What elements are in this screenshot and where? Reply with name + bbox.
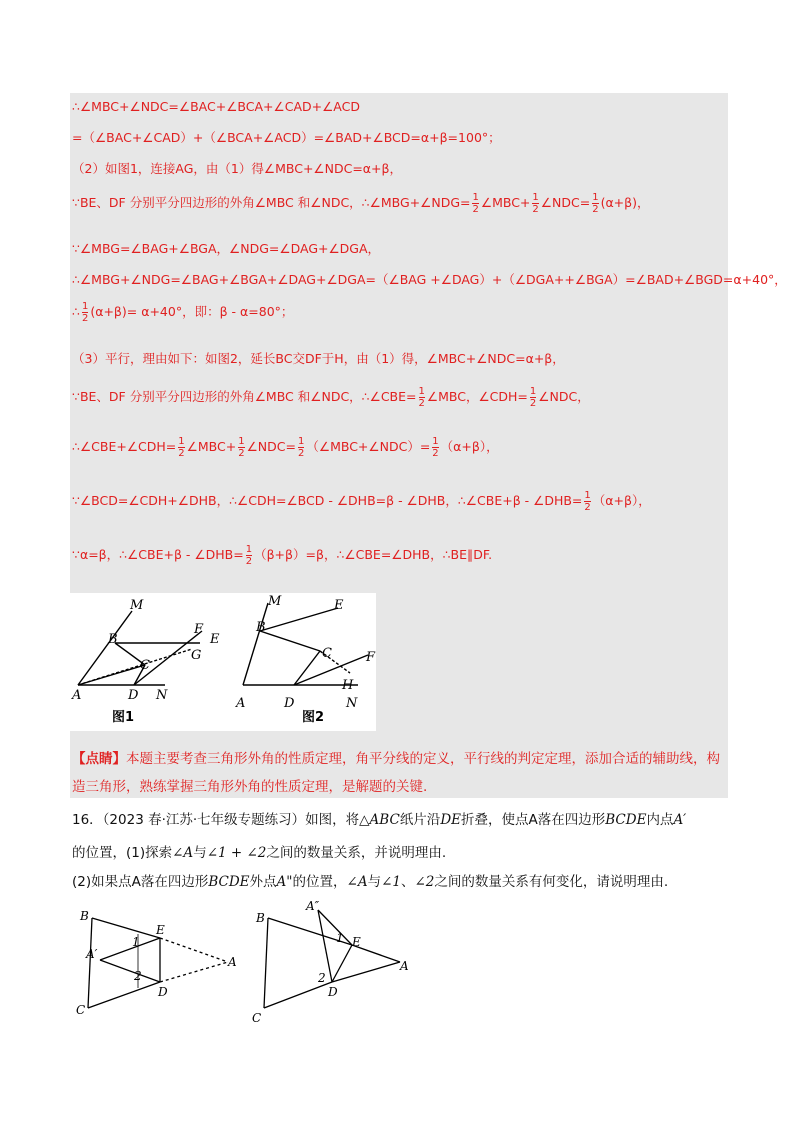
label-2: 2: [134, 969, 142, 983]
half-fraction: $\frac{1}{2}$: [245, 544, 253, 567]
label-A-double-prime: A″: [306, 900, 320, 913]
line-BC: [88, 918, 92, 1008]
line-DA-dashed: [160, 962, 228, 982]
label-C-2: C: [322, 646, 332, 661]
caption-fig2: 图2: [302, 710, 325, 725]
fold-figures: [70, 900, 430, 1030]
label-C-2: C: [252, 1011, 262, 1025]
label-F-2: F: [366, 650, 376, 665]
line-A1E: [100, 938, 160, 960]
solution-line-11: ∵∠BCD=∠CDH+∠DHB，∴∠CDH=∠BCD - ∠DHB=β - ∠DHB，∴∠CBE+β - ∠DHB= $\frac{1}{2}$ （α+β），: [72, 490, 651, 513]
solution-line-12: ∵α=β，∴∠CBE+β - ∠DHB= $\frac{1}{2}$ （β+β）=β，∴∠CBE=∠DHB，∴BE∥DF.: [72, 544, 493, 567]
geometry-figures-1-2: [70, 593, 376, 731]
label-G: G: [191, 648, 202, 663]
label-A-prime: A′: [86, 947, 98, 961]
label-2-2: 2: [318, 971, 326, 985]
solution-line-5: ∵∠MBG=∠BAG+∠BGA，∠NDG=∠DAG+∠DGA，: [72, 241, 381, 256]
caption-fig1: 图1: [112, 710, 135, 725]
solution-line-1: ∴∠MBC+∠NDC=∠BAC+∠BCA+∠CAD+∠ACD: [72, 99, 360, 114]
figures-1-2: [70, 593, 376, 731]
line-EA-dashed: [160, 938, 228, 962]
label-E-2: E: [352, 935, 361, 949]
label-D-2: D: [328, 985, 338, 999]
line-BC-2: [260, 631, 320, 651]
label-B-2: B: [256, 911, 265, 925]
solution-line-10: ∴∠CBE+∠CDH= $\frac{1}{2}$ ∠MBC+ $\frac{1}{2}$ ∠NDC= $\frac{1}{2}$ （∠MBC+∠NDC）= $\frac{1}{2}$ （α+β），: [72, 436, 499, 459]
comment-block: [72, 745, 722, 801]
solution-line-2: =（∠BAC+∠CAD）+（∠BCA+∠ACD）=∠BAD+∠BCD=α+β=100°；: [72, 130, 501, 145]
half-fraction: $\frac{1}{2}$: [592, 192, 599, 215]
half-fraction: $\frac{1}{2}$: [532, 192, 539, 215]
line-BE: [92, 918, 160, 938]
half-fraction: $\frac{1}{2}$: [432, 436, 439, 459]
label-C: C: [76, 1003, 86, 1017]
line-BC-2: [264, 918, 268, 1008]
label-C: C: [140, 658, 150, 673]
solution-line-7: ∴ $\frac{1}{2}$ (α+β)= α+40°，即：β - α=80°；: [72, 301, 294, 324]
label-D: D: [158, 985, 168, 999]
label-F: F: [194, 622, 204, 637]
solution-line-9: ∵BE、DF 分别平分四边形的外角∠MBC 和∠NDC，∴∠CBE= $\frac{1}{2}$ ∠MBC，∠CDH= $\frac{1}{2}$ ∠NDC，: [72, 386, 590, 409]
half-fraction: $\frac{1}{2}$: [529, 386, 537, 409]
solution-line-4: ∵BE、DF 分别平分四边形的外角∠MBC 和∠NDC，∴∠MBG+∠NDG= $\frac{1}{2}$ ∠MBC+ $\frac{1}{2}$ ∠NDC= $\frac{1}{2}$ (α+β)，: [72, 192, 650, 215]
half-fraction: $\frac{1}{2}$: [418, 386, 425, 409]
problem16-line-2: 的位置，(1)探索∠A与∠1 + ∠2之间的数量关系，并说明理由.: [72, 845, 447, 861]
label-A-2: A: [400, 959, 409, 973]
label-N: N: [156, 688, 168, 703]
line-AM-2: [243, 603, 268, 685]
half-fraction: $\frac{1}{2}$: [81, 301, 89, 324]
label-1-2: 1: [336, 931, 344, 945]
label-H-2: H: [342, 678, 354, 693]
label-M-2: M: [268, 594, 282, 609]
solution-line-6: ∴∠MBG+∠NDG=∠BAG+∠BGA+∠DAG+∠DGA=（∠BAG +∠DAG）+（∠DGA++∠BGA）=∠BAD+∠BGD=α+40°，: [72, 272, 787, 287]
solution-line-8: （3）平行，理由如下：如图2，延长BC交DF于H，由（1）得，∠MBC+∠NDC=α+β，: [72, 351, 565, 366]
half-fraction: $\frac{1}{2}$: [297, 436, 305, 459]
label-A: A: [72, 688, 82, 703]
label-A: A: [228, 955, 237, 969]
line-DA-2: [332, 962, 400, 982]
label-A-2: A: [236, 696, 246, 711]
solution-line-3: （2）如图1，连接AG，由（1）得∠MBC+∠NDC=α+β，: [72, 161, 402, 176]
label-D: D: [128, 688, 139, 703]
half-fraction: $\frac{1}{2}$: [472, 192, 479, 215]
problem16-line-3: (2)如果点A落在四边形BCDE外点A"的位置，∠A与∠1、∠2之间的数量关系有何变化，请说明理由.: [72, 874, 669, 890]
label-B-2: B: [256, 620, 266, 635]
label-B: B: [108, 632, 118, 647]
half-fraction: $\frac{1}{2}$: [584, 490, 591, 513]
label-B: B: [80, 909, 89, 923]
label-M: M: [130, 598, 144, 613]
line-BE-2: [260, 608, 338, 631]
line-CD: [88, 982, 160, 1008]
line-A1D: [100, 960, 160, 982]
line-AM: [78, 611, 132, 685]
half-fraction: $\frac{1}{2}$: [178, 436, 185, 459]
half-fraction: $\frac{1}{2}$: [238, 436, 245, 459]
problem16-line-1: 16．（2023 春·江苏·七年级专题练习）如图，将△ABC纸片沿DE折叠，使点A落在四边形BCDE内点A′: [72, 812, 687, 828]
label-D-2: D: [284, 696, 295, 711]
label-N-2: N: [346, 696, 358, 711]
comment-tag: 【点睛】: [72, 751, 126, 767]
label-E-2: E: [334, 598, 344, 613]
label-E: E: [156, 923, 165, 937]
line-AG-dashed: [78, 649, 192, 685]
comment-text: 本题主要考查三角形外角的性质定理，角平分线的定义，平行线的判定定理，添加合适的辅助线，构造三角形，熟练掌握三角形外角的性质定理，是解题的关键.: [72, 751, 720, 795]
label-1: 1: [132, 935, 140, 949]
label-E: E: [210, 632, 220, 647]
line-CD-2: [264, 982, 332, 1008]
